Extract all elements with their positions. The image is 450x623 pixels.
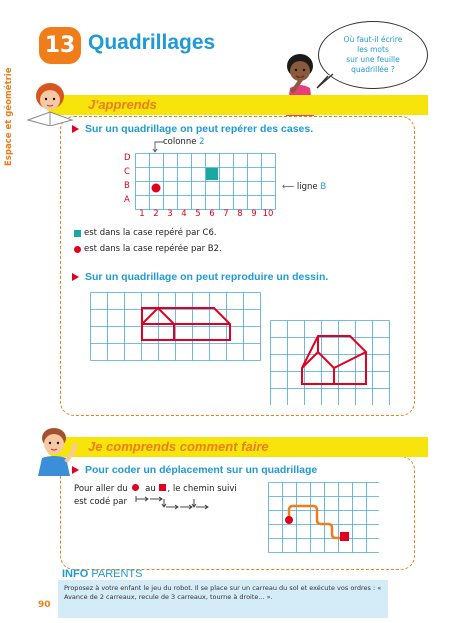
col-label: 10: [262, 209, 274, 219]
marker-dot-note: [74, 244, 222, 254]
line-label: ligne: [296, 182, 318, 192]
girl-reading-illustration: [22, 80, 78, 126]
learn-point-1-text: Sur un quadrillage on peut repérer des cases.: [85, 123, 314, 135]
teal-square-marker: [206, 168, 218, 180]
learn-point-2-text: Sur un quadrillage on peut reproduire un dessin.: [85, 271, 329, 283]
col-label: 9: [251, 209, 257, 219]
col-label: 3: [167, 209, 173, 219]
page-title: Quadrillages: [88, 31, 216, 54]
method-bar-title: Je comprends comment faire: [88, 439, 269, 454]
method-text-b: au: [145, 484, 156, 494]
triangle-bullet-icon: [72, 466, 79, 474]
row-label: D: [124, 153, 131, 163]
col-label: 4: [181, 209, 187, 219]
grid-locate: [135, 153, 276, 210]
method-point: [72, 464, 317, 476]
marker-square-note: [74, 228, 217, 238]
column-numbers: [135, 209, 275, 219]
house-drawing-copy: [302, 336, 366, 384]
learn-point-1: [72, 123, 313, 135]
page-number: 90: [38, 600, 51, 610]
learn-point-2: [72, 271, 328, 283]
house-drawing-model: [142, 308, 230, 340]
row-label: A: [124, 195, 130, 205]
column-value: 2: [199, 137, 205, 147]
row-label: C: [124, 167, 130, 177]
triangle-bullet-icon: [72, 273, 79, 281]
red-dot-icon: [74, 246, 81, 253]
grid-copy-drawing: [270, 320, 394, 405]
method-text-d: est codé par: [74, 496, 127, 507]
teal-square-icon: [74, 230, 81, 237]
row-label: B: [124, 181, 130, 191]
red-dot-marker: [152, 184, 161, 193]
col-label: 7: [223, 209, 229, 219]
method-text-c: , le chemin suivi: [167, 484, 237, 494]
info-title: [62, 568, 142, 580]
column-label: colonne: [163, 137, 197, 147]
chapter-number: 13: [39, 27, 81, 64]
learn-bar-title: J'apprends: [88, 97, 157, 112]
red-square-icon: [159, 484, 166, 491]
method-text-a: Pour aller du: [74, 484, 128, 494]
grid-path: [268, 482, 379, 553]
start-dot-marker: [285, 516, 293, 524]
line-value: B: [320, 182, 327, 192]
col-label: 6: [209, 209, 215, 219]
col-label: 1: [139, 209, 145, 219]
method-point-text: Pour coder un déplacement sur un quadrillage: [85, 464, 318, 476]
info-text: Proposez à votre enfant le jeu du robot. Il se place sur un carreau du sol et exécute vos ordres : « Avance de 2 carreaux, recule de 3 carreaux, tourne à droite... ».: [64, 584, 382, 602]
move-code-arrows: [134, 495, 218, 511]
info-title-b: PARENTS: [91, 568, 143, 580]
grid-model-drawing: [90, 292, 263, 368]
speech-bubble-text: Où faut-il écrire les mots sur une feuille quadrillée ?: [343, 34, 403, 75]
col-label: 2: [153, 209, 159, 219]
col-label: 8: [237, 209, 243, 219]
info-box: [58, 580, 388, 618]
marker-square-text: est dans la case repéré par C6.: [84, 228, 217, 238]
left-arrow-icon: ⟵: [282, 182, 295, 192]
red-dot-icon: [132, 484, 139, 491]
section-side-label: Espace et géométrie: [4, 67, 14, 167]
line-annotation: [282, 182, 326, 192]
column-annotation: [163, 137, 205, 147]
col-label: 5: [195, 209, 201, 219]
triangle-bullet-icon: [72, 125, 79, 133]
info-title-a: INFO: [62, 568, 89, 580]
end-square-marker: [340, 532, 349, 541]
corner-arrow-icon: [152, 140, 166, 154]
marker-dot-text: est dans la case repérée par B2.: [84, 244, 222, 254]
